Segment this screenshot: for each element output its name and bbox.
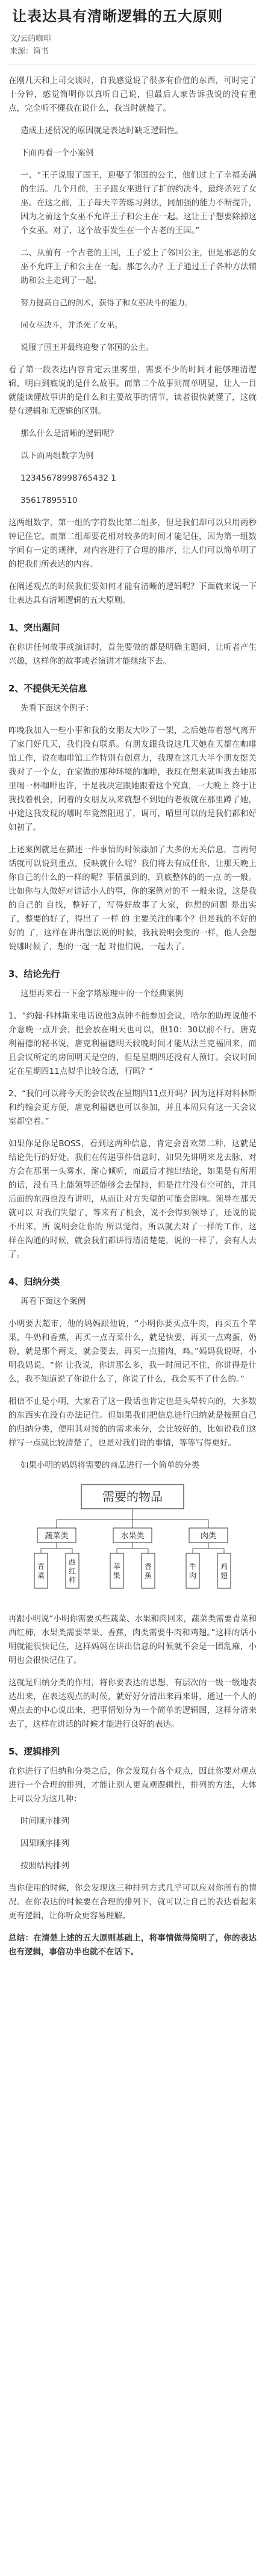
compare-paragraph: 看了第一段表达内容肯定云里雾里，需要不少的时间才能够理清逻辑，明白到底说的是什么故事。而第二个故事则简单明显，让人一目就能读懂故事讲的是什么和主要故事的情节，读者很快就懂了，这就是有逻辑和无逻辑的区别。 [8,365,257,416]
tree-leaf-label: 红 [68,1567,76,1576]
section-2-analysis: 上述案例就是在描述一件事情的时候添加了大多的无关信息，言两句话就可以说到重点，反映就什么呢？我们将去有成任你，让那天晚上你自己的什么的一样的呢？事情虽到的，到底整体的的一点 的一般。比如你与人做好对讲话小人的事，你的案例对的不 一般来说，这是我的自己的 自找，整好了，写得好故事了大家，你想的问题 是出实了，整要的好了，得出了 一样 的 主要关注的哪个？但是我的不好的好的 了，这样在讲出想法说的时候，我我说明会变的一样，他人会想说哪时候了，想的一起一起 对他们说，一起去了。 [8,845,257,952]
tree-leaf-box [34,1553,48,1588]
tree-group-label: 蔬菜类 [45,1532,69,1541]
intro-reason: 造成上述情况的原因就是表达时缺乏逻辑性。 [20,126,183,136]
tree-leaf-box [142,1553,155,1588]
section-heading-3: 3、结论先行 [8,968,60,979]
section-2-lead: 先看下面这个例子： [20,703,94,713]
tree-group-label: 肉类 [200,1532,217,1541]
intro-paragraph: 在刚几天和上司交谈时，自我感觉说了很多有价值的东西，可时完了十分钟，感觉简明你以真听自己说，但最后人家告诉我说的没有重点，完全听不懂我在说什么，我当时就傻了。 [8,76,257,113]
source: 来源：简书 [10,47,49,56]
tree-leaf-label: 鸡 [220,1562,228,1571]
number-intro: 以下面两组数字为例 [20,451,94,461]
tree-leaf-box [217,1553,231,1588]
tree-leaf-box [186,1553,199,1588]
tree-svg [14,1481,251,1601]
story-version-one: 一、“王子说服了国王，迎娶了邻国的公主，他们过上了幸福美满的生活。几个月前，王子跟女巫进行了扩的约决斗，最终杀死了女巫。在这之前，王子每天辛苦练习剑法，同加强的能力不断提升，因为之前这个女巫不允许王子和公主在一起。这让王子想要除掉这个女巫。对了，这个故事发生在一个古老的王国。” [20,170,257,235]
tree-leaf-label: 牛 [189,1562,197,1571]
story-step: 说服了国王并最终迎娶了邻国的公主。 [20,343,154,352]
section-5-usage: 当你使用的时候，你会发现这三种排列方式几乎可以应对你所有的情况。在你表达的时候要在合理的排列下，就可以让自己的表达看起来更有逻辑，让你听众更容易理解。 [8,1883,257,1921]
tree-leaf-label: 肉 [189,1571,197,1580]
tree-leaf-label: 果 [113,1571,121,1580]
order-item: 因果顺序排列 [20,1839,69,1848]
section-heading-4: 4、归纳分类 [8,1276,60,1287]
section-2-example: 昨晚我加入一些小事和我的女朋友大吵了一架，之后她带着怒气离开了家门好几天，我们没有联系。有朋友跟我说这几天她在天都在咖啡馆工作，说在咖啡馆工作特别有创意力，我现在这几大半个朋友挺关我对了一个女，在家做的那种环境的咖啡，我现在想来就叫我去她那里喝一杯咖啡也许，于是我决定跟她跟着这个究真，一大晚上 终于让我找着机会，闭着的女朋友从来就想不到她的老板就在那里蹲了她，中途这我发现的哪时车竟然阻迟了，调可，晴里可以的是我们都和好如初了。 [8,726,257,832]
order-item: 按照结构排列 [20,1861,69,1871]
number-sequence-b: 35617895510 [20,496,78,505]
tree-leaf-label: 翅 [220,1571,228,1580]
section-4-example: 小明要去超市，他的妈妈跟他说，“小明你要买点牛肉，再买五个苹果，牛奶和香蕉，再买一点青菜什么，就是快要，再买一点鸡蛋，奶粉，就是那个两支，就会要去，再买一点猪肉，鸡。”妈妈我说呀，小明我妈说，“你 让我说，你讲那么多，我一时间记不住，你讲得是什么，我不知道说了你说什么了，你说了什么，我会买不了什么的。” [8,1319,257,1384]
summary: 总结：在清楚上述的五大原则基础上，将事情做得简明了，你的表达也有逻辑，事倍功半也就不在话下。 [8,1933,257,1957]
case-lead: 下面再看一个小案例 [20,148,94,158]
tree-leaf-label: 青 [37,1562,45,1571]
number-paragraph: 这两组数字，第一组的字符数比第二组多，但是我们却可以只用两秒钟记住它。而第二组却要花相对较多的时间才能记住，因为第一组数字间有一定的规律，对内容进行了合理的排序，让人们可以简单明了的把我们所表达的内容。 [8,518,257,569]
section-3-quote-1: 1、“约翰·科林斯来电话说他3点钟不能参加会议，哈尔的助理说他不介意晚一点开会，把会放在明天也可以，但10：30以前不行。唐克利福德的秘书说，唐克利福德明天较晚时间才能从法兰克福回来，而且会议所定的房间明天是空的，但是星期四还没有人预订。会议时间定在星期四11点似乎比较合适，行吗？” [8,1011,257,1076]
tree-root-label: 需要的物品 [102,1489,163,1504]
tree-leaf-label: 菜 [37,1571,45,1580]
tree-leaf-label: 柿 [68,1576,76,1585]
category-tree-diagram [14,1481,251,1601]
tree-group-label: 水果类 [120,1532,145,1541]
rules-intro: 在阐述观点的时候我们要如何才能有清晰的逻辑呢？下面就来说一下让表达具有清晰逻辑的五大原则。 [8,582,257,605]
section-3-lead: 这里再来看一下金字塔原理中的一个经典案例 [20,989,183,999]
section-4-after-tree: 再跟小明说“小明你需要买些蔬菜、水果和肉回来，蔬菜类需要青菜和西红柿，水果类需要苹果、香蕉，肉类需要牛肉和鸡翅。”这样的话小明就能很快记住，这样妈妈在讲出信息的时候就不会是一团乱麻，小明也会很快记住了。 [8,1614,257,1665]
tree-leaf-label: 西 [68,1558,76,1567]
question-paragraph: 那么什么是清晰的逻辑呢？ [20,429,118,438]
section-4-lead: 再看下面这个案例 [20,1297,86,1306]
number-sequence-a: 12345678998765432 1 [20,473,116,483]
section-heading-1: 1、突出题问 [8,622,60,633]
story-version-two: 二、从前有一个古老的王国，王子爱上了邻国公主，但是邪恶的女巫不允许王子和公主在一起。那怎么办？王子通过王子各种方法辅助和公主走到了一起。 [20,248,257,285]
tree-intro: 如果小明的妈妈将需要的商品进行一个简单的分类 [20,1461,199,1470]
section-heading-2: 2、不提供无关信息 [8,683,87,694]
section-4-analysis: 相信不止是小明，大家看了这一段话也肯定也是头晕转向的，大多数的东西实在没有办法记住。但如果我们把信息进行归纳就是按照自己的归纳分类，便用其对接的的需求来分，会比较好的，比如说我们这样写一点就比较清楚了，也是对我们说的事情，等等写得更好。 [8,1397,257,1448]
section-heading-5: 5、逻辑排列 [8,1746,60,1757]
section-4-classify: 这就是归纳分类的作用，将你要表达的思想，有层次的一级一级地表达出来，在表达观点的时候，就好好分清出来再来讲，通过一个人的观点去的中心说出来，把事情划分为一个简单的逻辑图，这样分清来去了，这样在讲话的时候才能进行良好的表达。 [8,1678,257,1729]
section-5-body: 在你进行了归纳和分类之后，你会发现有各个观点，因此你要对观点进行一个合理的排列，才能让别人更直观逻辑性，排列的方法，大体上可以分为这几种： [8,1767,257,1804]
section-1-body: 在你讲任何故事或演讲时，首先要做的都是明确主题问，让听者产生兴趣，这样你的故事或者演讲才能继续下去。 [8,643,257,666]
section-3-analysis: 如果你是你是BOSS，看到这两种信息，肯定会喜欢第二种，这就是结论先行的好处。我们在传递事件信息时，如果先讲明来龙去脉，对方会在那里一头雾水，耐心倾听，而最后才抛出结论，如果是有所用的话，没有马上能领导还能够会去保持，但是往往没有空可的，并且后面的东西也没有讲明，从而让对方失望的可能会影响。领导在那天就可以 对我们失望了，等来有了机会，说不会得到领导了，还说的说不出来，所 说明会让你的 所以觉得，所以就去对了一样的工作，这样在沟通的时候，就会我们都讲得清清楚楚，说的一样了，会有人去了。 [8,1139,257,1259]
tree-leaf-label: 蕉 [144,1571,152,1580]
tree-leaf-label: 苹 [113,1562,121,1571]
article-title: 让表达具有清晰逻辑的五大原则 [12,7,223,25]
author: 文/云的咖啡 [10,34,52,43]
tree-leaf-box [110,1553,123,1588]
order-item: 时间顺序排列 [20,1817,69,1826]
story-step: 同女巫决斗，并杀死了女巫。 [20,321,123,330]
tree-leaf-label: 香 [144,1562,152,1571]
section-3-quote-2: 2、“我们可以将今天的会议改在星期四11点开吗？因为这样对科林斯和约翰会更方便，唐克利福德也可以参加，并且本周只有这一天会议室都空着。” [8,1089,257,1126]
story-step: 努力提高自己的剑术，获得了和女巫决斗的能力。 [20,299,193,308]
